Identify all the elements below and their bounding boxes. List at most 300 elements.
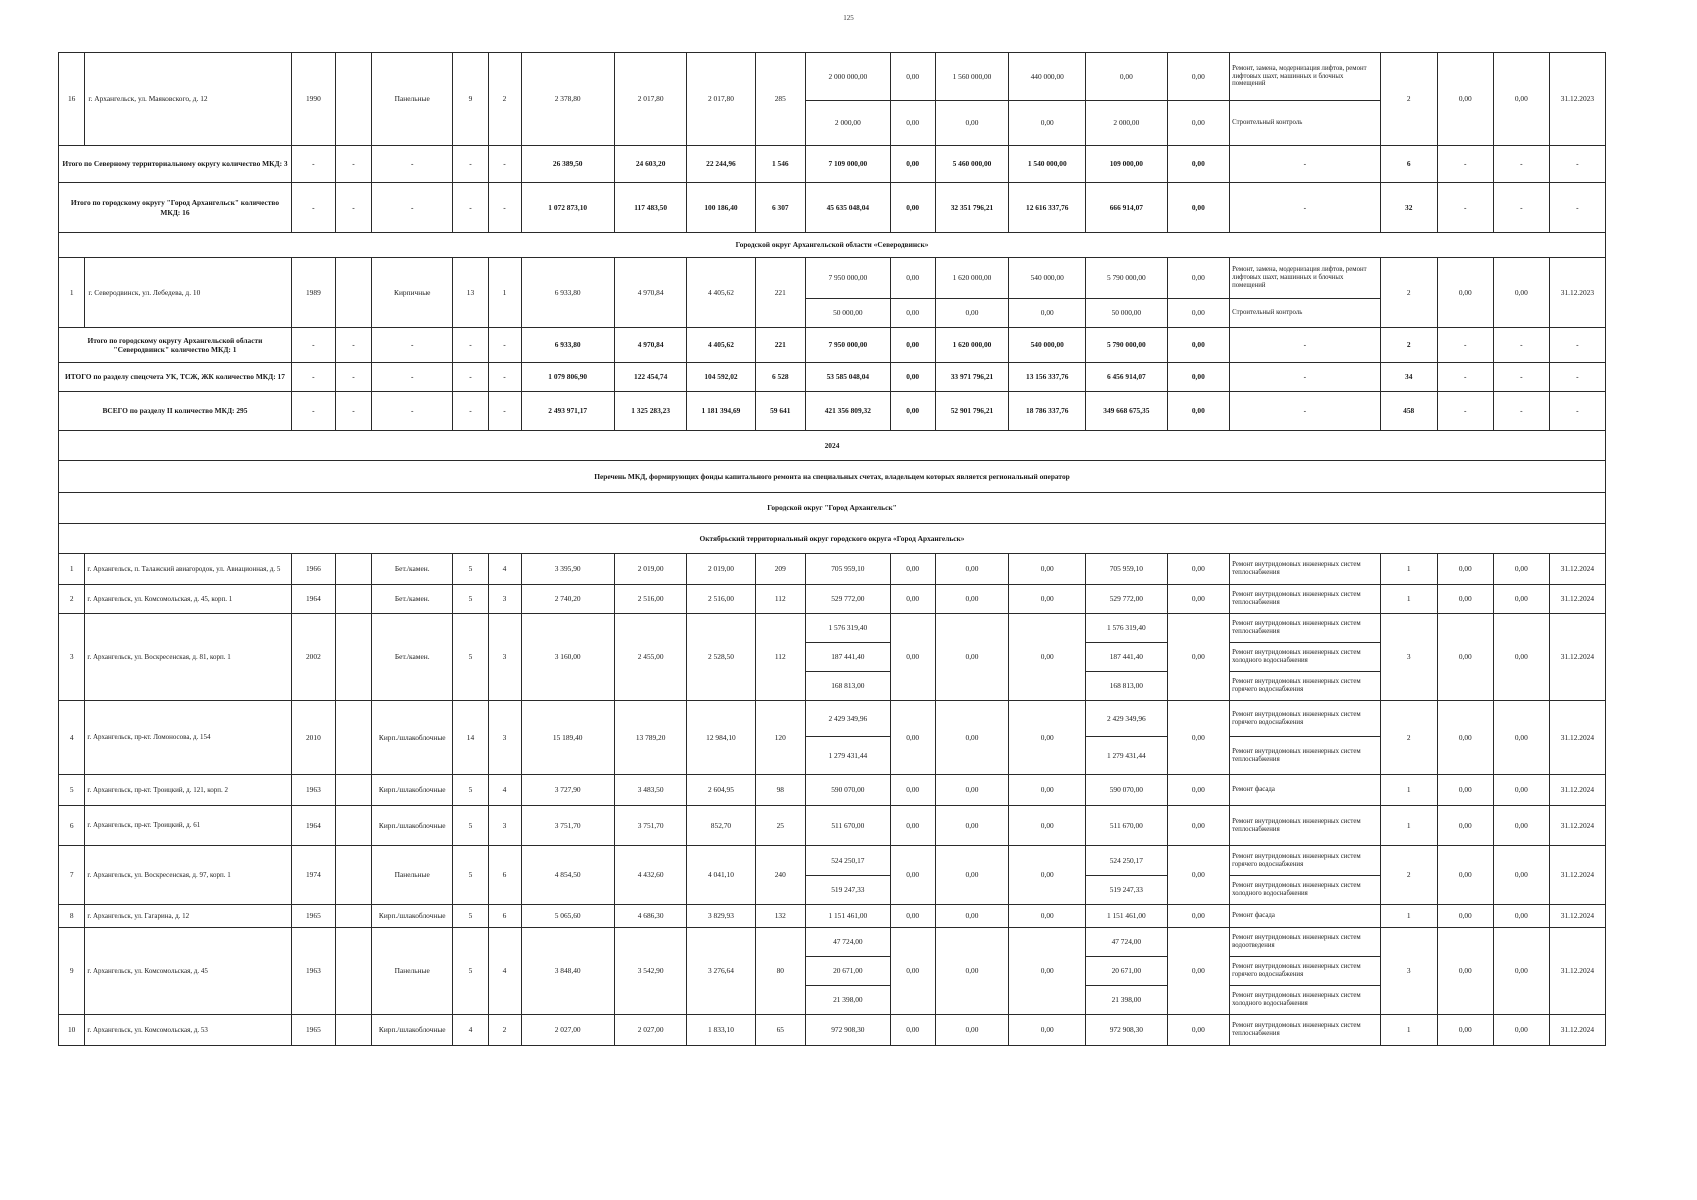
residents: 240 bbox=[755, 846, 806, 905]
premises-area: 2 019,00 bbox=[614, 554, 687, 585]
work-type: Строительный контроль bbox=[1230, 299, 1381, 328]
reconstruction-year bbox=[335, 1015, 371, 1046]
entrances: 2 bbox=[488, 1015, 521, 1046]
summary-row bbox=[59, 392, 1606, 431]
completion-date: 31.12.2024 bbox=[1549, 928, 1605, 1015]
residential-area: 100 186,40 bbox=[687, 183, 755, 233]
reconstruction-year bbox=[335, 806, 371, 846]
entrances: 6 bbox=[488, 905, 521, 928]
dash: - bbox=[1493, 392, 1549, 431]
summary-label: Итого по городскому округу Архангельской области "Северодвинск" количество МКД: 1 bbox=[59, 328, 292, 363]
cost-federal: 0,00 bbox=[890, 328, 935, 363]
section-title: Перечень МКД, формирующих фонды капитального ремонта на специальных счетах, владельцем которых является региональный оператор bbox=[59, 461, 1606, 493]
row-number: 10 bbox=[59, 1015, 85, 1046]
residential-area: 4 041,10 bbox=[687, 846, 755, 905]
section-header-row bbox=[59, 493, 1606, 524]
premises-area: 4 686,30 bbox=[614, 905, 687, 928]
cost-local: 0,00 bbox=[1009, 905, 1086, 928]
work-count: 1 bbox=[1380, 775, 1437, 806]
completion-date: 31.12.2024 bbox=[1549, 775, 1605, 806]
cost-local: 0,00 bbox=[1009, 701, 1086, 775]
completion-date: 31.12.2024 bbox=[1549, 846, 1605, 905]
work-count: 3 bbox=[1380, 928, 1437, 1015]
cost-regional: 0,00 bbox=[935, 554, 1009, 585]
dash: - bbox=[335, 183, 371, 233]
residents: 120 bbox=[755, 701, 806, 775]
cost-federal: 0,00 bbox=[890, 101, 935, 146]
address: г. Архангельск, п. Талажский авиагородок, ул. Авиационная, д. 5 bbox=[85, 554, 292, 585]
build-year: 1965 bbox=[291, 905, 335, 928]
total-area: 6 933,80 bbox=[521, 328, 614, 363]
total-area: 1 079 806,90 bbox=[521, 363, 614, 392]
premises-area: 2 455,00 bbox=[614, 614, 687, 701]
work-count: 1 bbox=[1380, 905, 1437, 928]
dash: - bbox=[1549, 363, 1605, 392]
summary-label: ВСЕГО по разделу II количество МКД: 295 bbox=[59, 392, 292, 431]
summary-label: Итого по Северному территориальному округу количество МКД: 3 bbox=[59, 146, 292, 183]
floors: 5 bbox=[453, 905, 488, 928]
cost-local: 0,00 bbox=[1009, 585, 1086, 614]
cost-other: 0,00 bbox=[1167, 806, 1230, 846]
total-area: 6 933,80 bbox=[521, 258, 614, 328]
reconstruction-year bbox=[335, 53, 371, 146]
work-count: 2 bbox=[1380, 701, 1437, 775]
reconstruction-year bbox=[335, 258, 371, 328]
residents: 65 bbox=[755, 1015, 806, 1046]
cost-owners: 1 576 319,40 bbox=[1086, 614, 1167, 643]
work-type: Ремонт внутридомовых инженерных систем теплоснабжения bbox=[1230, 614, 1381, 643]
cost-local: 0,00 bbox=[1009, 806, 1086, 846]
cost-federal: 0,00 bbox=[890, 614, 935, 701]
cost-owners: 2 429 349,96 bbox=[1086, 701, 1167, 737]
cost-other: 0,00 bbox=[1167, 905, 1230, 928]
cost-total: 21 398,00 bbox=[806, 986, 891, 1015]
cost-owners: 5 790 000,00 bbox=[1086, 328, 1167, 363]
max-unit-cost: 0,00 bbox=[1493, 614, 1549, 701]
completion-date: 31.12.2023 bbox=[1549, 258, 1605, 328]
premises-area: 2 017,80 bbox=[614, 53, 687, 146]
work-type: Ремонт внутридомовых инженерных систем горячего водоснабжения bbox=[1230, 701, 1381, 737]
cost-total: 519 247,33 bbox=[806, 876, 891, 905]
row-number: 7 bbox=[59, 846, 85, 905]
dash: - bbox=[1549, 183, 1605, 233]
residential-area: 2 019,00 bbox=[687, 554, 755, 585]
cost-owners: 5 790 000,00 bbox=[1086, 258, 1167, 299]
dash: - bbox=[1437, 183, 1493, 233]
row-number: 5 bbox=[59, 775, 85, 806]
residential-area: 104 592,02 bbox=[687, 363, 755, 392]
work-type: Ремонт внутридомовых инженерных систем теплоснабжения bbox=[1230, 554, 1381, 585]
residents: 112 bbox=[755, 585, 806, 614]
work-count: 1 bbox=[1380, 806, 1437, 846]
max-unit-cost: 0,00 bbox=[1493, 585, 1549, 614]
cost-total: 972 908,30 bbox=[806, 1015, 891, 1046]
cost-regional: 0,00 bbox=[935, 905, 1009, 928]
cost-regional: 5 460 000,00 bbox=[935, 146, 1009, 183]
entrances: 3 bbox=[488, 585, 521, 614]
work-type: Ремонт внутридомовых инженерных систем холодного водоснабжения bbox=[1230, 986, 1381, 1015]
residents: 209 bbox=[755, 554, 806, 585]
unit-cost: 0,00 bbox=[1437, 775, 1493, 806]
floors: 5 bbox=[453, 585, 488, 614]
row-number: 1 bbox=[59, 554, 85, 585]
row-number: 9 bbox=[59, 928, 85, 1015]
dash: - bbox=[1230, 392, 1381, 431]
cost-total: 421 356 809,32 bbox=[806, 392, 891, 431]
residential-area: 4 405,62 bbox=[687, 328, 755, 363]
dash: - bbox=[1493, 328, 1549, 363]
cost-other: 0,00 bbox=[1167, 299, 1230, 328]
cost-local: 540 000,00 bbox=[1009, 258, 1086, 299]
dash: - bbox=[372, 183, 453, 233]
completion-date: 31.12.2024 bbox=[1549, 1015, 1605, 1046]
cost-local: 0,00 bbox=[1009, 554, 1086, 585]
dash: - bbox=[372, 392, 453, 431]
table-row bbox=[59, 928, 1606, 957]
work-count: 32 bbox=[1380, 183, 1437, 233]
completion-date: 31.12.2024 bbox=[1549, 701, 1605, 775]
cost-local: 0,00 bbox=[1009, 101, 1086, 146]
max-unit-cost: 0,00 bbox=[1493, 1015, 1549, 1046]
section-header-row bbox=[59, 233, 1606, 258]
cost-federal: 0,00 bbox=[890, 392, 935, 431]
dash: - bbox=[488, 363, 521, 392]
entrances: 3 bbox=[488, 701, 521, 775]
premises-area: 4 970,84 bbox=[614, 258, 687, 328]
address: г. Архангельск, ул. Воскресенская, д. 81, корп. 1 bbox=[85, 614, 292, 701]
cost-regional: 0,00 bbox=[935, 806, 1009, 846]
build-year: 1965 bbox=[291, 1015, 335, 1046]
cost-federal: 0,00 bbox=[890, 183, 935, 233]
floors: 5 bbox=[453, 775, 488, 806]
max-unit-cost: 0,00 bbox=[1493, 775, 1549, 806]
cost-local: 540 000,00 bbox=[1009, 328, 1086, 363]
total-area: 2 027,00 bbox=[521, 1015, 614, 1046]
premises-area: 13 789,20 bbox=[614, 701, 687, 775]
completion-date: 31.12.2024 bbox=[1549, 905, 1605, 928]
address: г. Архангельск, пр-кт. Троицкий, д. 121, корп. 2 bbox=[85, 775, 292, 806]
summary-label: Итого по городскому округу "Город Архангельск" количество МКД: 16 bbox=[59, 183, 292, 233]
address: г. Архангельск, ул. Гагарина, д. 12 bbox=[85, 905, 292, 928]
work-count: 1 bbox=[1380, 1015, 1437, 1046]
residents: 6 528 bbox=[755, 363, 806, 392]
cost-total: 1 279 431,44 bbox=[806, 737, 891, 775]
address: г. Архангельск, ул. Маяковского, д. 12 bbox=[85, 53, 292, 146]
work-count: 2 bbox=[1380, 258, 1437, 328]
floors: 5 bbox=[453, 846, 488, 905]
wall-material: Панельные bbox=[372, 846, 453, 905]
wall-material: Бет./камен. bbox=[372, 585, 453, 614]
cost-total: 168 813,00 bbox=[806, 672, 891, 701]
completion-date: 31.12.2024 bbox=[1549, 585, 1605, 614]
cost-federal: 0,00 bbox=[890, 53, 935, 101]
cost-total: 7 109 000,00 bbox=[806, 146, 891, 183]
total-area: 3 395,90 bbox=[521, 554, 614, 585]
dash: - bbox=[291, 392, 335, 431]
reconstruction-year bbox=[335, 905, 371, 928]
dash: - bbox=[1437, 328, 1493, 363]
dash: - bbox=[1493, 363, 1549, 392]
dash: - bbox=[291, 363, 335, 392]
dash: - bbox=[291, 328, 335, 363]
wall-material: Бет./камен. bbox=[372, 554, 453, 585]
floors: 5 bbox=[453, 928, 488, 1015]
dash: - bbox=[453, 392, 488, 431]
cost-regional: 0,00 bbox=[935, 101, 1009, 146]
dash: - bbox=[1549, 328, 1605, 363]
cost-owners: 6 456 914,07 bbox=[1086, 363, 1167, 392]
summary-row bbox=[59, 363, 1606, 392]
residents: 221 bbox=[755, 328, 806, 363]
max-unit-cost: 0,00 bbox=[1493, 554, 1549, 585]
residents: 6 307 bbox=[755, 183, 806, 233]
work-count: 3 bbox=[1380, 614, 1437, 701]
dash: - bbox=[1549, 146, 1605, 183]
cost-other: 0,00 bbox=[1167, 928, 1230, 1015]
cost-other: 0,00 bbox=[1167, 328, 1230, 363]
total-area: 3 160,00 bbox=[521, 614, 614, 701]
cost-regional: 1 620 000,00 bbox=[935, 328, 1009, 363]
cost-owners: 666 914,07 bbox=[1086, 183, 1167, 233]
work-type: Ремонт внутридомовых инженерных систем горячего водоснабжения bbox=[1230, 957, 1381, 986]
cost-federal: 0,00 bbox=[890, 1015, 935, 1046]
unit-cost: 0,00 bbox=[1437, 1015, 1493, 1046]
build-year: 1964 bbox=[291, 806, 335, 846]
cost-local: 0,00 bbox=[1009, 1015, 1086, 1046]
dash: - bbox=[372, 146, 453, 183]
cost-regional: 1 620 000,00 bbox=[935, 258, 1009, 299]
cost-federal: 0,00 bbox=[890, 846, 935, 905]
entrances: 4 bbox=[488, 554, 521, 585]
total-area: 15 189,40 bbox=[521, 701, 614, 775]
unit-cost: 0,00 bbox=[1437, 614, 1493, 701]
table-row bbox=[59, 806, 1606, 846]
work-type: Ремонт внутридомовых инженерных систем теплоснабжения bbox=[1230, 806, 1381, 846]
cost-total: 7 950 000,00 bbox=[806, 328, 891, 363]
cost-total: 2 429 349,96 bbox=[806, 701, 891, 737]
premises-area: 1 325 283,23 bbox=[614, 392, 687, 431]
cost-owners: 511 670,00 bbox=[1086, 806, 1167, 846]
cost-total: 524 250,17 bbox=[806, 846, 891, 876]
dash: - bbox=[1230, 363, 1381, 392]
cost-local: 13 156 337,76 bbox=[1009, 363, 1086, 392]
residential-area: 1 833,10 bbox=[687, 1015, 755, 1046]
premises-area: 3 751,70 bbox=[614, 806, 687, 846]
table-row bbox=[59, 846, 1606, 876]
cost-total: 1 151 461,00 bbox=[806, 905, 891, 928]
cost-regional: 52 901 796,21 bbox=[935, 392, 1009, 431]
address: г. Северодвинск, ул. Лебедева, д. 10 bbox=[85, 258, 292, 328]
reconstruction-year bbox=[335, 701, 371, 775]
cost-regional: 1 560 000,00 bbox=[935, 53, 1009, 101]
cost-other: 0,00 bbox=[1167, 392, 1230, 431]
cost-other: 0,00 bbox=[1167, 258, 1230, 299]
cost-total: 511 670,00 bbox=[806, 806, 891, 846]
reconstruction-year bbox=[335, 614, 371, 701]
floors: 5 bbox=[453, 554, 488, 585]
total-area: 4 854,50 bbox=[521, 846, 614, 905]
cost-other: 0,00 bbox=[1167, 585, 1230, 614]
work-type: Ремонт внутридомовых инженерных систем холодного водоснабжения bbox=[1230, 643, 1381, 672]
cost-federal: 0,00 bbox=[890, 258, 935, 299]
summary-label: ИТОГО по разделу спецсчета УК, ТСЖ, ЖК количество МКД: 17 bbox=[59, 363, 292, 392]
summary-row bbox=[59, 146, 1606, 183]
page-number: 125 bbox=[843, 14, 854, 22]
wall-material: Панельные bbox=[372, 928, 453, 1015]
cost-other: 0,00 bbox=[1167, 846, 1230, 905]
floors: 13 bbox=[453, 258, 488, 328]
residential-area: 12 984,10 bbox=[687, 701, 755, 775]
cost-other: 0,00 bbox=[1167, 101, 1230, 146]
max-unit-cost: 0,00 bbox=[1493, 258, 1549, 328]
max-unit-cost: 0,00 bbox=[1493, 905, 1549, 928]
wall-material: Кирп./шлакоблочные bbox=[372, 701, 453, 775]
address: г. Архангельск, ул. Воскресенская, д. 97, корп. 1 bbox=[85, 846, 292, 905]
dash: - bbox=[1230, 328, 1381, 363]
cost-total: 529 772,00 bbox=[806, 585, 891, 614]
cost-federal: 0,00 bbox=[890, 775, 935, 806]
cost-regional: 32 351 796,21 bbox=[935, 183, 1009, 233]
dash: - bbox=[488, 183, 521, 233]
row-number: 3 bbox=[59, 614, 85, 701]
entrances: 4 bbox=[488, 928, 521, 1015]
summary-row bbox=[59, 183, 1606, 233]
section-header-row bbox=[59, 524, 1606, 554]
dash: - bbox=[1437, 146, 1493, 183]
wall-material: Кирп./шлакоблочные bbox=[372, 806, 453, 846]
section-title: Городской округ Архангельской области «Северодвинск» bbox=[59, 233, 1606, 258]
wall-material: Кирп./шлакоблочные bbox=[372, 775, 453, 806]
cost-federal: 0,00 bbox=[890, 701, 935, 775]
work-type: Ремонт фасада bbox=[1230, 905, 1381, 928]
row-number: 1 bbox=[59, 258, 85, 328]
cost-owners: 2 000,00 bbox=[1086, 101, 1167, 146]
dash: - bbox=[1493, 183, 1549, 233]
floors: 9 bbox=[453, 53, 488, 146]
build-year: 2010 bbox=[291, 701, 335, 775]
cost-owners: 349 668 675,35 bbox=[1086, 392, 1167, 431]
section-header-row bbox=[59, 431, 1606, 461]
premises-area: 4 432,60 bbox=[614, 846, 687, 905]
max-unit-cost: 0,00 bbox=[1493, 846, 1549, 905]
cost-regional: 0,00 bbox=[935, 775, 1009, 806]
cost-other: 0,00 bbox=[1167, 53, 1230, 101]
build-year: 1963 bbox=[291, 928, 335, 1015]
cost-other: 0,00 bbox=[1167, 614, 1230, 701]
year-header: 2024 bbox=[59, 431, 1606, 461]
build-year: 1964 bbox=[291, 585, 335, 614]
total-area: 26 389,50 bbox=[521, 146, 614, 183]
cost-total: 705 959,10 bbox=[806, 554, 891, 585]
residents: 80 bbox=[755, 928, 806, 1015]
dash: - bbox=[291, 183, 335, 233]
cost-local: 0,00 bbox=[1009, 928, 1086, 1015]
residential-area: 3 276,64 bbox=[687, 928, 755, 1015]
cost-local: 0,00 bbox=[1009, 775, 1086, 806]
cost-federal: 0,00 bbox=[890, 905, 935, 928]
cost-total: 20 671,00 bbox=[806, 957, 891, 986]
premises-area: 4 970,84 bbox=[614, 328, 687, 363]
dash: - bbox=[335, 328, 371, 363]
residential-area: 2 604,95 bbox=[687, 775, 755, 806]
cost-owners: 50 000,00 bbox=[1086, 299, 1167, 328]
entrances: 6 bbox=[488, 846, 521, 905]
total-area: 1 072 873,10 bbox=[521, 183, 614, 233]
max-unit-cost: 0,00 bbox=[1493, 701, 1549, 775]
dash: - bbox=[1230, 146, 1381, 183]
floors: 5 bbox=[453, 806, 488, 846]
build-year: 1963 bbox=[291, 775, 335, 806]
row-number: 4 bbox=[59, 701, 85, 775]
cost-federal: 0,00 bbox=[890, 928, 935, 1015]
residents: 59 641 bbox=[755, 392, 806, 431]
residents: 132 bbox=[755, 905, 806, 928]
residents: 221 bbox=[755, 258, 806, 328]
cost-owners: 21 398,00 bbox=[1086, 986, 1167, 1015]
work-type: Ремонт внутридомовых инженерных систем горячего водоснабжения bbox=[1230, 846, 1381, 876]
cost-other: 0,00 bbox=[1167, 775, 1230, 806]
dash: - bbox=[1230, 183, 1381, 233]
cost-owners: 187 441,40 bbox=[1086, 643, 1167, 672]
address: г. Архангельск, ул. Комсомольская, д. 53 bbox=[85, 1015, 292, 1046]
table-row bbox=[59, 614, 1606, 643]
dash: - bbox=[453, 363, 488, 392]
total-area: 5 065,60 bbox=[521, 905, 614, 928]
floors: 5 bbox=[453, 614, 488, 701]
cost-local: 18 786 337,76 bbox=[1009, 392, 1086, 431]
table-row bbox=[59, 53, 1606, 101]
dash: - bbox=[1493, 146, 1549, 183]
section-title: Октябрьский территориальный округ городского округа «Город Архангельск» bbox=[59, 524, 1606, 554]
dash: - bbox=[1437, 363, 1493, 392]
build-year: 1989 bbox=[291, 258, 335, 328]
table-row bbox=[59, 258, 1606, 299]
wall-material: Бет./камен. bbox=[372, 614, 453, 701]
total-area: 3 848,40 bbox=[521, 928, 614, 1015]
work-type: Ремонт внутридомовых инженерных систем теплоснабжения bbox=[1230, 1015, 1381, 1046]
cost-federal: 0,00 bbox=[890, 554, 935, 585]
cost-regional: 33 971 796,21 bbox=[935, 363, 1009, 392]
cost-federal: 0,00 bbox=[890, 146, 935, 183]
reconstruction-year bbox=[335, 554, 371, 585]
unit-cost: 0,00 bbox=[1437, 554, 1493, 585]
residents: 285 bbox=[755, 53, 806, 146]
cost-federal: 0,00 bbox=[890, 585, 935, 614]
total-area: 3 727,90 bbox=[521, 775, 614, 806]
residential-area: 3 829,93 bbox=[687, 905, 755, 928]
address: г. Архангельск, ул. Комсомольская, д. 45 bbox=[85, 928, 292, 1015]
completion-date: 31.12.2023 bbox=[1549, 53, 1605, 146]
work-count: 34 bbox=[1380, 363, 1437, 392]
table-row bbox=[59, 585, 1606, 614]
dash: - bbox=[335, 392, 371, 431]
max-unit-cost: 0,00 bbox=[1493, 928, 1549, 1015]
entrances: 1 bbox=[488, 258, 521, 328]
work-type: Ремонт фасада bbox=[1230, 775, 1381, 806]
dash: - bbox=[291, 146, 335, 183]
dash: - bbox=[453, 183, 488, 233]
entrances: 2 bbox=[488, 53, 521, 146]
row-number: 2 bbox=[59, 585, 85, 614]
cost-owners: 0,00 bbox=[1086, 53, 1167, 101]
unit-cost: 0,00 bbox=[1437, 928, 1493, 1015]
work-type: Ремонт внутридомовых инженерных систем водоотведения bbox=[1230, 928, 1381, 957]
dash: - bbox=[488, 392, 521, 431]
cost-owners: 519 247,33 bbox=[1086, 876, 1167, 905]
dash: - bbox=[1549, 392, 1605, 431]
wall-material: Кирпичные bbox=[372, 258, 453, 328]
wall-material: Панельные bbox=[372, 53, 453, 146]
